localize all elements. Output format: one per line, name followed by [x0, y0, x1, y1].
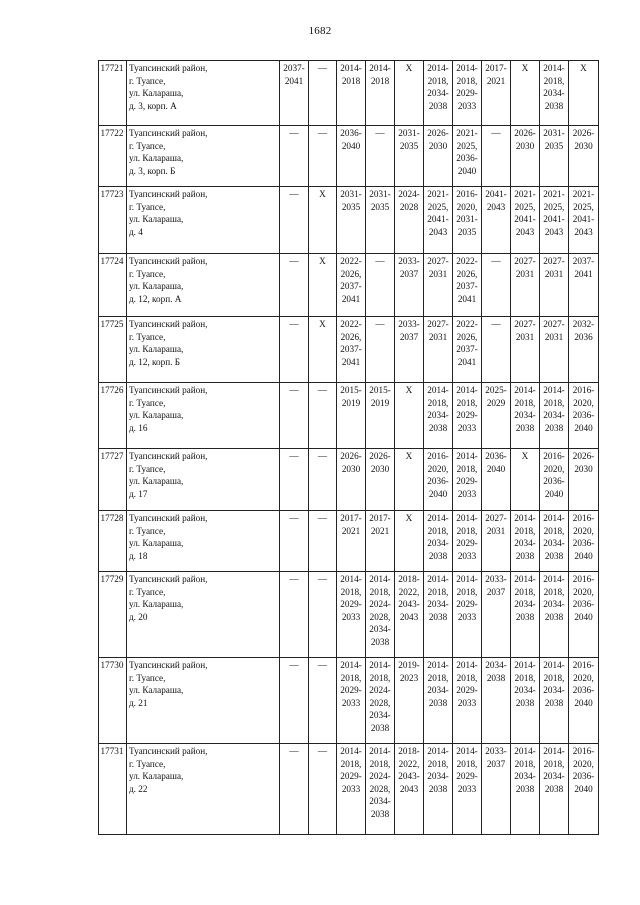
- period-cell: 2016- 2020, 2036- 2040: [424, 449, 453, 511]
- period-cell: X: [309, 187, 337, 254]
- period-cell: 2021- 2025, 2041- 2043: [540, 187, 569, 254]
- period-cell: —: [280, 383, 309, 449]
- period-cell: 2021- 2025, 2041- 2043: [569, 187, 599, 254]
- period-cell: 2016- 2020, 2036- 2040: [569, 658, 599, 744]
- period-cell: 2026- 2030: [366, 449, 395, 511]
- period-cell: 2034- 2038: [482, 658, 511, 744]
- address-cell: Туапсинский район, г. Туапсе, ул. Калараша, д. 12, корп. А: [127, 254, 280, 317]
- period-cell: —: [309, 658, 337, 744]
- period-cell: 2026- 2030: [569, 126, 599, 187]
- period-cell: —: [309, 383, 337, 449]
- period-cell: 2016- 2020, 2036- 2040: [569, 572, 599, 658]
- period-cell: 2031- 2035: [366, 187, 395, 254]
- period-cell: X: [395, 61, 424, 126]
- period-cell: 2016- 2020, 2031- 2035: [453, 187, 482, 254]
- period-cell: 2027- 2031: [511, 317, 540, 383]
- period-cell: —: [280, 658, 309, 744]
- period-cell: X: [511, 61, 540, 126]
- period-cell: X: [569, 61, 599, 126]
- period-cell: 2014- 2018, 2024- 2028, 2034- 2038: [366, 744, 395, 835]
- period-cell: 2033- 2037: [395, 254, 424, 317]
- record-number-cell: 17730: [99, 658, 127, 744]
- period-cell: 2014- 2018: [337, 61, 366, 126]
- period-cell: 2014- 2018, 2034- 2038: [424, 511, 453, 572]
- period-cell: 2032- 2036: [569, 317, 599, 383]
- period-cell: 2014- 2018, 2034- 2038: [540, 383, 569, 449]
- period-cell: 2014- 2018, 2034- 2038: [540, 658, 569, 744]
- period-cell: 2014- 2018: [366, 61, 395, 126]
- period-cell: 2016- 2020, 2036- 2040: [569, 744, 599, 835]
- period-cell: —: [280, 254, 309, 317]
- period-cell: 2021- 2025, 2041- 2043: [424, 187, 453, 254]
- period-cell: —: [280, 572, 309, 658]
- period-cell: 2037- 2041: [569, 254, 599, 317]
- address-cell: Туапсинский район, г. Туапсе, ул. Калараша, д. 4: [127, 187, 280, 254]
- period-cell: 2033- 2037: [395, 317, 424, 383]
- period-cell: 2036- 2040: [482, 449, 511, 511]
- period-cell: 2027- 2031: [540, 254, 569, 317]
- period-cell: —: [366, 254, 395, 317]
- period-cell: —: [280, 317, 309, 383]
- period-cell: 2033- 2037: [482, 572, 511, 658]
- address-cell: Туапсинский район, г. Туапсе, ул. Калараша, д. 20: [127, 572, 280, 658]
- period-cell: —: [280, 744, 309, 835]
- table-row: [99, 449, 599, 511]
- page-number: 1682: [308, 25, 332, 37]
- record-number-cell: 17725: [99, 317, 127, 383]
- period-cell: 2014- 2018, 2029- 2033: [453, 383, 482, 449]
- table-row: [99, 317, 599, 383]
- period-cell: 2017- 2021: [337, 511, 366, 572]
- period-cell: 2036- 2040: [337, 126, 366, 187]
- period-cell: 2027- 2031: [482, 511, 511, 572]
- period-cell: —: [309, 61, 337, 126]
- period-cell: 2014- 2018, 2034- 2038: [424, 572, 453, 658]
- period-cell: 2014- 2018, 2024- 2028, 2034- 2038: [366, 572, 395, 658]
- record-number-cell: 17726: [99, 383, 127, 449]
- period-cell: 2014- 2018, 2029- 2033: [453, 658, 482, 744]
- period-cell: 2022- 2026, 2037- 2041: [453, 317, 482, 383]
- period-cell: —: [280, 126, 309, 187]
- period-cell: —: [309, 744, 337, 835]
- record-number-cell: 17727: [99, 449, 127, 511]
- period-cell: 2014- 2018, 2034- 2038: [540, 572, 569, 658]
- period-cell: —: [309, 572, 337, 658]
- period-cell: 2014- 2018, 2029- 2033: [337, 744, 366, 835]
- address-cell: Туапсинский район, г. Туапсе, ул. Калараша, д. 3, корп. Б: [127, 126, 280, 187]
- address-cell: Туапсинский район, г. Туапсе, ул. Калараша, д. 3, корп. А: [127, 61, 280, 126]
- table-row: [99, 61, 599, 126]
- period-cell: 2031- 2035: [540, 126, 569, 187]
- period-cell: 2014- 2018, 2029- 2033: [337, 572, 366, 658]
- period-cell: X: [309, 317, 337, 383]
- period-cell: 2026- 2030: [337, 449, 366, 511]
- record-number-cell: 17722: [99, 126, 127, 187]
- period-cell: X: [511, 449, 540, 511]
- period-cell: —: [309, 126, 337, 187]
- address-cell: Туапсинский район, г. Туапсе, ул. Калараша, д. 17: [127, 449, 280, 511]
- period-cell: 2017- 2021: [366, 511, 395, 572]
- address-cell: Туапсинский район, г. Туапсе, ул. Калараша, д. 12, корп. Б: [127, 317, 280, 383]
- address-cell: Туапсинский район, г. Туапсе, ул. Калараша, д. 16: [127, 383, 280, 449]
- period-cell: 2033- 2037: [482, 744, 511, 835]
- period-cell: 2026- 2030: [569, 449, 599, 511]
- address-cell: Туапсинский район, г. Туапсе, ул. Калараша, д. 22: [127, 744, 280, 835]
- period-cell: 2017- 2021: [482, 61, 511, 126]
- period-cell: 2016- 2020, 2036- 2040: [569, 511, 599, 572]
- table-row: [99, 383, 599, 449]
- period-cell: 2014- 2018, 2034- 2038: [540, 744, 569, 835]
- period-cell: —: [366, 317, 395, 383]
- table-row: [99, 658, 599, 744]
- period-cell: 2041- 2043: [482, 187, 511, 254]
- record-number-cell: 17729: [99, 572, 127, 658]
- record-number-cell: 17728: [99, 511, 127, 572]
- period-cell: X: [395, 383, 424, 449]
- record-number-cell: 17721: [99, 61, 127, 126]
- period-cell: 2031- 2035: [395, 126, 424, 187]
- period-cell: —: [366, 126, 395, 187]
- period-cell: 2014- 2018, 2029- 2033: [453, 61, 482, 126]
- period-cell: 2016- 2020, 2036- 2040: [540, 449, 569, 511]
- period-cell: 2014- 2018, 2029- 2033: [453, 744, 482, 835]
- period-cell: X: [395, 511, 424, 572]
- period-cell: 2014- 2018, 2034- 2038: [540, 511, 569, 572]
- period-cell: 2014- 2018, 2034- 2038: [424, 61, 453, 126]
- period-cell: —: [482, 126, 511, 187]
- period-cell: 2015- 2019: [366, 383, 395, 449]
- record-number-cell: 17724: [99, 254, 127, 317]
- period-cell: —: [309, 449, 337, 511]
- period-cell: 2022- 2026, 2037- 2041: [453, 254, 482, 317]
- period-cell: 2022- 2026, 2037- 2041: [337, 317, 366, 383]
- period-cell: —: [309, 511, 337, 572]
- address-cell: Туапсинский район, г. Туапсе, ул. Калараша, д. 18: [127, 511, 280, 572]
- table-row: [99, 254, 599, 317]
- period-cell: 2016- 2020, 2036- 2040: [569, 383, 599, 449]
- period-cell: 2014- 2018, 2034- 2038: [511, 658, 540, 744]
- period-cell: 2031- 2035: [337, 187, 366, 254]
- table-row: [99, 187, 599, 254]
- period-cell: 2014- 2018, 2034- 2038: [511, 572, 540, 658]
- record-number-cell: 17723: [99, 187, 127, 254]
- period-cell: 2014- 2018, 2029- 2033: [337, 658, 366, 744]
- table-row: [99, 572, 599, 658]
- housing-repair-schedule-table: [98, 60, 599, 835]
- period-cell: 2014- 2018, 2034- 2038: [511, 383, 540, 449]
- period-cell: —: [482, 317, 511, 383]
- period-cell: 2014- 2018, 2034- 2038: [511, 744, 540, 835]
- period-cell: 2027- 2031: [424, 254, 453, 317]
- period-cell: —: [280, 449, 309, 511]
- period-cell: 2019- 2023: [395, 658, 424, 744]
- period-cell: 2014- 2018, 2029- 2033: [453, 511, 482, 572]
- period-cell: 2018- 2022, 2043- 2043: [395, 572, 424, 658]
- table-row: [99, 744, 599, 835]
- period-cell: 2037- 2041: [280, 61, 309, 126]
- address-cell: Туапсинский район, г. Туапсе, ул. Калараша, д. 21: [127, 658, 280, 744]
- period-cell: —: [280, 187, 309, 254]
- period-cell: 2014- 2018, 2034- 2038: [424, 744, 453, 835]
- period-cell: 2027- 2031: [511, 254, 540, 317]
- period-cell: 2027- 2031: [424, 317, 453, 383]
- table-row: [99, 126, 599, 187]
- period-cell: 2014- 2018, 2024- 2028, 2034- 2038: [366, 658, 395, 744]
- period-cell: 2021- 2025, 2041- 2043: [511, 187, 540, 254]
- period-cell: 2014- 2018, 2034- 2038: [540, 61, 569, 126]
- period-cell: 2027- 2031: [540, 317, 569, 383]
- period-cell: 2026- 2030: [511, 126, 540, 187]
- period-cell: 2014- 2018, 2029- 2033: [453, 572, 482, 658]
- period-cell: 2022- 2026, 2037- 2041: [337, 254, 366, 317]
- period-cell: —: [482, 254, 511, 317]
- period-cell: 2024- 2028: [395, 187, 424, 254]
- period-cell: —: [280, 511, 309, 572]
- period-cell: 2025- 2029: [482, 383, 511, 449]
- period-cell: 2018- 2022, 2043- 2043: [395, 744, 424, 835]
- period-cell: 2026- 2030: [424, 126, 453, 187]
- period-cell: 2014- 2018, 2034- 2038: [424, 383, 453, 449]
- period-cell: 2021- 2025, 2036- 2040: [453, 126, 482, 187]
- period-cell: X: [309, 254, 337, 317]
- record-number-cell: 17731: [99, 744, 127, 835]
- period-cell: 2014- 2018, 2034- 2038: [511, 511, 540, 572]
- period-cell: 2014- 2018, 2029- 2033: [453, 449, 482, 511]
- period-cell: 2015- 2019: [337, 383, 366, 449]
- table-row: [99, 511, 599, 572]
- period-cell: 2014- 2018, 2034- 2038: [424, 658, 453, 744]
- period-cell: X: [395, 449, 424, 511]
